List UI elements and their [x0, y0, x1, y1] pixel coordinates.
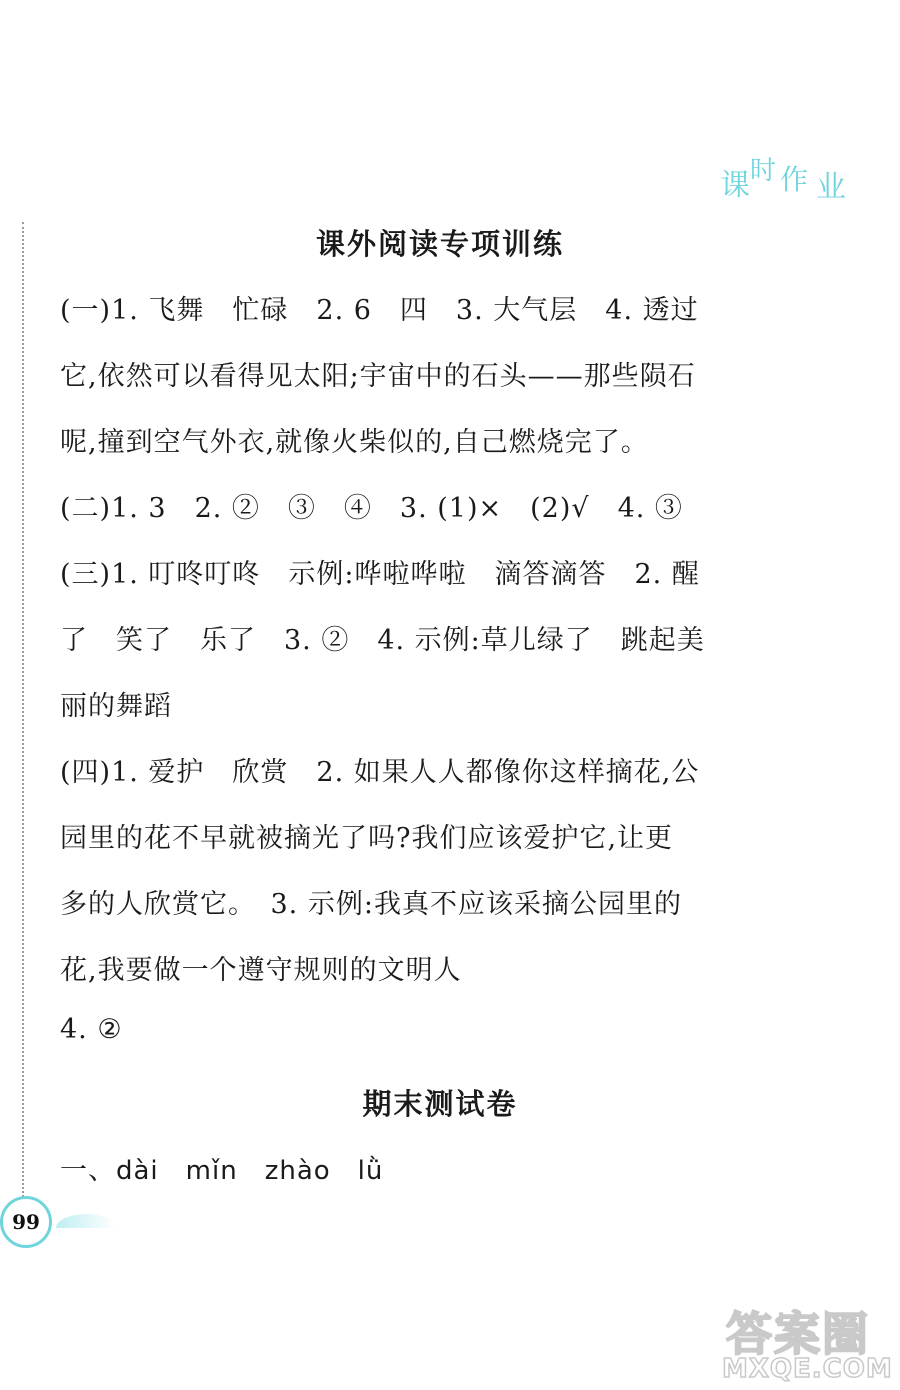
page-number: 99: [0, 1196, 52, 1248]
watermark: [720, 1298, 893, 1384]
logo-char-1: 课: [720, 168, 752, 203]
item-prefix: 一、: [60, 1155, 116, 1186]
answer-line: (四)1. 爱护 欣赏 2. 如果人人都像你这样摘花,公: [60, 757, 700, 788]
page-badge-decoration: [56, 1214, 116, 1228]
answer-line: 多的人欣赏它。 3. 示例:我真不应该采摘公园里的: [60, 889, 682, 920]
pinyin-answers: dài mǐn zhào lǜ: [116, 1156, 384, 1186]
answer-line: 花,我要做一个遵守规则的文明人: [60, 955, 462, 986]
margin-dotted-line: [22, 222, 24, 1197]
pinyin-answer-line: [60, 1148, 820, 1187]
answer-line: 园里的花不早就被摘光了吗?我们应该爱护它,让更: [60, 823, 674, 854]
header-logo: [720, 148, 850, 208]
logo-char-3: 作: [780, 163, 811, 196]
answer-line: (三)1. 叮咚叮咚 示例:哗啦哗啦 滴答滴答 2. 醒: [60, 559, 700, 590]
answer-line: 了 笑了 乐了 3. ② 4. 示例:草儿绿了 跳起美: [60, 625, 705, 656]
answer-line: (一)1. 飞舞 忙碌 2. 6 四 3. 大气层 4. 透过: [60, 295, 699, 326]
answer-line: 丽的舞蹈: [60, 691, 172, 722]
logo-char-2: 时: [750, 156, 779, 186]
section-title-reading: 课外阅读专项训练: [315, 227, 564, 261]
answer-line: 呢,撞到空气外衣,就像火柴似的,自己燃烧完了。: [60, 427, 649, 458]
logo-char-4: 业: [816, 170, 848, 205]
watermark-url: MXQE.COM: [722, 1354, 893, 1384]
watermark-title: 答案圈: [726, 1307, 870, 1361]
answer-line: 它,依然可以看得见太阳;宇宙中的石头——那些陨石: [60, 361, 696, 392]
answer-line: (二)1. 3 2. ② ③ ④ 3. (1)× (2)√ 4. ③: [60, 493, 683, 524]
section-title-final-exam: 期末测试卷: [362, 1087, 518, 1121]
answer-line: 4. ②: [60, 1014, 123, 1045]
